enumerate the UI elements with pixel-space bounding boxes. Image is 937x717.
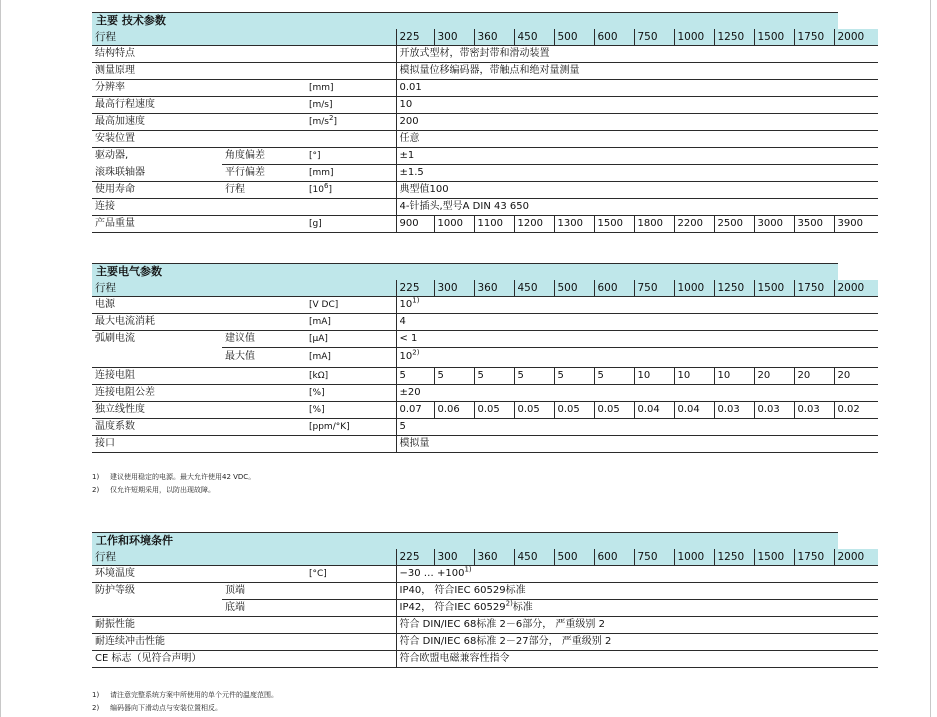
linearity-value: 0.02 [834, 401, 878, 418]
env-section-title: 工作和环境条件 [92, 532, 838, 549]
page-edge-left [0, 0, 1, 717]
param-unit: $[m/s^2]$ [306, 114, 396, 131]
param-label: 连接电阻公差 [92, 384, 306, 401]
param-sublabel: 顶端 [222, 583, 306, 600]
interface-row [92, 435, 878, 452]
parallel-row [92, 165, 878, 182]
param-value: 任意 [396, 131, 878, 148]
param-value: 10$^{1)}$ [396, 297, 878, 314]
stroke-value: 225 [396, 29, 434, 46]
param-sublabel: 行程 [222, 182, 306, 199]
tolerance-row [92, 384, 878, 401]
linearity-value: 0.04 [634, 401, 674, 418]
current-row [92, 314, 878, 331]
life-row [92, 182, 878, 199]
param-value: 开放式型材，带密封带和滑动装置 [396, 46, 878, 63]
param-value: 4 [396, 314, 878, 331]
linearity-value: 0.04 [674, 401, 714, 418]
resistance-value: 10 [674, 367, 714, 384]
stroke-value: 360 [474, 549, 514, 566]
param-unit: [°] [306, 148, 396, 165]
param-sublabel: 最大值 [222, 348, 306, 368]
param-value: 符合 DIN/IEC 68标准 2－27部分， 严重级别 2 [396, 634, 878, 651]
param-value: < 1 [396, 331, 878, 348]
vibration-row [92, 617, 878, 634]
weight-value: 900 [396, 216, 434, 233]
param-label: 环境温度 [92, 566, 306, 583]
linearity-value: 0.05 [594, 401, 634, 418]
env-section [92, 532, 865, 668]
param-unit: [V DC] [306, 297, 396, 314]
shock-row [92, 634, 878, 651]
tempco-row [92, 418, 878, 435]
resistance-value: 5 [554, 367, 594, 384]
stroke-value: 225 [396, 549, 434, 566]
param-unit: [g] [306, 216, 396, 233]
ce-row [92, 651, 878, 668]
param-value: 5 [396, 418, 878, 435]
principle-row [92, 63, 878, 80]
param-label: 耐振性能 [92, 617, 396, 634]
stroke-value: 300 [434, 549, 474, 566]
linearity-value: 0.05 [554, 401, 594, 418]
env-footnotes [92, 689, 278, 715]
resistance-value: 10 [634, 367, 674, 384]
param-label: 最高加速度 [92, 114, 306, 131]
stroke-value: 2000 [834, 549, 878, 566]
env-stroke-row [92, 549, 878, 566]
footnote: 1) 建议使用稳定的电源。最大允许使用42 VDC。 [92, 473, 256, 481]
stroke-value: 450 [514, 549, 554, 566]
param-value: 10$^{2)}$ [396, 348, 878, 368]
resistance-value: 5 [474, 367, 514, 384]
param-unit: [m/s] [306, 97, 396, 114]
stroke-value: 360 [474, 280, 514, 297]
resistance-value: 5 [396, 367, 434, 384]
max-accel-row [92, 114, 878, 131]
stroke-value: 1500 [754, 549, 794, 566]
param-label-empty [92, 600, 222, 617]
param-label: 产品重量 [92, 216, 306, 233]
param-label: 测量原理 [92, 63, 396, 80]
stroke-value: 750 [634, 280, 674, 297]
weight-value: 1000 [434, 216, 474, 233]
resolution-row [92, 80, 878, 97]
param-value: ±1 [396, 148, 878, 165]
tech-table [92, 29, 878, 233]
elec-table [92, 280, 878, 453]
wiper-max-row [92, 348, 878, 368]
stroke-value: 500 [554, 549, 594, 566]
param-value: IP42， 符合IEC 60529$^{2)}$标准 [396, 600, 878, 617]
structure-row [92, 46, 878, 63]
footnote: 1) 请注意完整系统方案中所使用的单个元件的温度范围。 [92, 691, 278, 699]
param-unit-empty [306, 583, 396, 600]
weight-value: 3500 [794, 216, 834, 233]
stroke-value: 1500 [754, 29, 794, 46]
linearity-value: 0.03 [794, 401, 834, 418]
stroke-value: 1000 [674, 280, 714, 297]
stroke-label: 行程 [92, 549, 396, 566]
param-value: 模拟量 [396, 435, 878, 452]
param-label: CE 标志（见符合声明） [92, 651, 396, 668]
stroke-value: 450 [514, 29, 554, 46]
param-unit: [%] [306, 401, 396, 418]
elec-section-title: 主要电气参数 [92, 263, 838, 280]
param-label: 最大电流消耗 [92, 314, 306, 331]
param-unit-empty [306, 600, 396, 617]
elec-section [92, 263, 865, 453]
param-label: 独立线性度 [92, 401, 306, 418]
param-unit: [mm] [306, 165, 396, 182]
stroke-value: 1250 [714, 549, 754, 566]
stroke-value: 2000 [834, 280, 878, 297]
param-label: 滚珠联轴器 [92, 165, 222, 182]
stroke-label: 行程 [92, 280, 396, 297]
protect-bottom-row [92, 600, 878, 617]
footnote: 2) 仅允许短期采用，以防出现故障。 [92, 486, 215, 494]
param-value: ±20 [396, 384, 878, 401]
elec-footnotes [92, 471, 255, 497]
param-value: 典型值100 [396, 182, 878, 199]
linearity-value: 0.03 [714, 401, 754, 418]
connect-row [92, 199, 878, 216]
param-value: ±1.5 [396, 165, 878, 182]
stroke-value: 750 [634, 549, 674, 566]
param-label: 连接 [92, 199, 396, 216]
tech-section-title: 主要 技术参数 [92, 12, 838, 29]
param-unit: [%] [306, 384, 396, 401]
weight-value: 3900 [834, 216, 878, 233]
weight-value: 1100 [474, 216, 514, 233]
param-unit: [kΩ] [306, 367, 396, 384]
tech-section [92, 12, 865, 233]
mount-row [92, 131, 878, 148]
param-value: 符合欧盟电磁兼容性指令 [396, 651, 878, 668]
weight-value: 1200 [514, 216, 554, 233]
stroke-value: 1250 [714, 280, 754, 297]
env-table [92, 549, 878, 668]
stroke-value: 1000 [674, 549, 714, 566]
param-sublabel: 底端 [222, 600, 306, 617]
param-value: −30 … $+100^{1)}$ [396, 566, 878, 583]
resistance-value: 5 [514, 367, 554, 384]
param-label: 接口 [92, 435, 396, 452]
stroke-value: 360 [474, 29, 514, 46]
resistance-value: 20 [834, 367, 878, 384]
elec-stroke-row [92, 280, 878, 297]
linearity-row [92, 401, 878, 418]
stroke-value: 1750 [794, 280, 834, 297]
weight-value: 2500 [714, 216, 754, 233]
param-unit: [ppm/°K] [306, 418, 396, 435]
param-value: IP40， 符合IEC 60529标准 [396, 583, 878, 600]
stroke-value: 600 [594, 29, 634, 46]
weight-value: 2200 [674, 216, 714, 233]
stroke-value: 600 [594, 549, 634, 566]
stroke-value: 300 [434, 280, 474, 297]
param-label: 使用寿命 [92, 182, 222, 199]
resistance-value: 10 [714, 367, 754, 384]
param-sublabel: 角度偏差 [222, 148, 306, 165]
wiper-rec-row [92, 331, 878, 348]
param-sublabel: 平行偏差 [222, 165, 306, 182]
param-label: 电源 [92, 297, 306, 314]
resistance-value: 5 [594, 367, 634, 384]
param-label: 分辨率 [92, 80, 306, 97]
linearity-value: 0.03 [754, 401, 794, 418]
max-speed-row [92, 97, 878, 114]
param-value: 0.01 [396, 80, 878, 97]
param-value: 4-针插头,型号A DIN 43 650 [396, 199, 878, 216]
param-unit: [µA] [306, 331, 396, 348]
stroke-value: 600 [594, 280, 634, 297]
temp-row [92, 566, 878, 583]
footnote: 2) 编码器向下滑动点与安装位置相反。 [92, 704, 222, 712]
tech-stroke-row [92, 29, 878, 46]
param-unit: [mA] [306, 348, 396, 368]
param-label-empty [92, 348, 222, 368]
param-label: 防护等级 [95, 585, 135, 597]
stroke-value: 300 [434, 29, 474, 46]
stroke-value: 2000 [834, 29, 878, 46]
param-unit: $[10^6]$ [306, 182, 396, 199]
stroke-value: 500 [554, 29, 594, 46]
resistance-row [92, 367, 878, 384]
stroke-value: 1000 [674, 29, 714, 46]
param-unit: [mA] [306, 314, 396, 331]
param-label: 连接电阻 [92, 367, 306, 384]
linearity-value: 0.05 [514, 401, 554, 418]
param-unit: [mm] [306, 80, 396, 97]
param-label: 驱动器, [95, 150, 129, 162]
param-label: 耐连续冲击性能 [92, 634, 396, 651]
stroke-value: 225 [396, 280, 434, 297]
stroke-label: 行程 [92, 29, 396, 46]
param-label: 温度系数 [92, 418, 306, 435]
stroke-value: 450 [514, 280, 554, 297]
weight-value: 1500 [594, 216, 634, 233]
page-edge-right [930, 0, 931, 717]
resistance-value: 20 [754, 367, 794, 384]
linearity-value: 0.06 [434, 401, 474, 418]
power-row [92, 297, 878, 314]
weight-value: 1300 [554, 216, 594, 233]
weight-value: 3000 [754, 216, 794, 233]
param-value: 模拟量位移编码器，带触点和绝对量测量 [396, 63, 878, 80]
param-label: 弧刷电流 [95, 333, 135, 345]
param-label: 安装位置 [92, 131, 396, 148]
param-sublabel: 建议值 [222, 331, 306, 348]
stroke-value: 750 [634, 29, 674, 46]
stroke-value: 500 [554, 280, 594, 297]
param-unit: [°C] [306, 566, 396, 583]
stroke-value: 1500 [754, 280, 794, 297]
param-label: 结构特点 [92, 46, 396, 63]
stroke-value: 1750 [794, 29, 834, 46]
angle-row [92, 148, 878, 165]
param-label: 最高行程速度 [92, 97, 306, 114]
param-value: 10 [396, 97, 878, 114]
linearity-value: 0.05 [474, 401, 514, 418]
resistance-value: 20 [794, 367, 834, 384]
stroke-value: 1750 [794, 549, 834, 566]
weight-value: 1800 [634, 216, 674, 233]
param-value: 符合 DIN/IEC 68标准 2－6部分， 严重级别 2 [396, 617, 878, 634]
param-value: 200 [396, 114, 878, 131]
stroke-value: 1250 [714, 29, 754, 46]
protect-top-row [92, 583, 878, 600]
linearity-value: 0.07 [396, 401, 434, 418]
weight-row [92, 216, 878, 233]
resistance-value: 5 [434, 367, 474, 384]
